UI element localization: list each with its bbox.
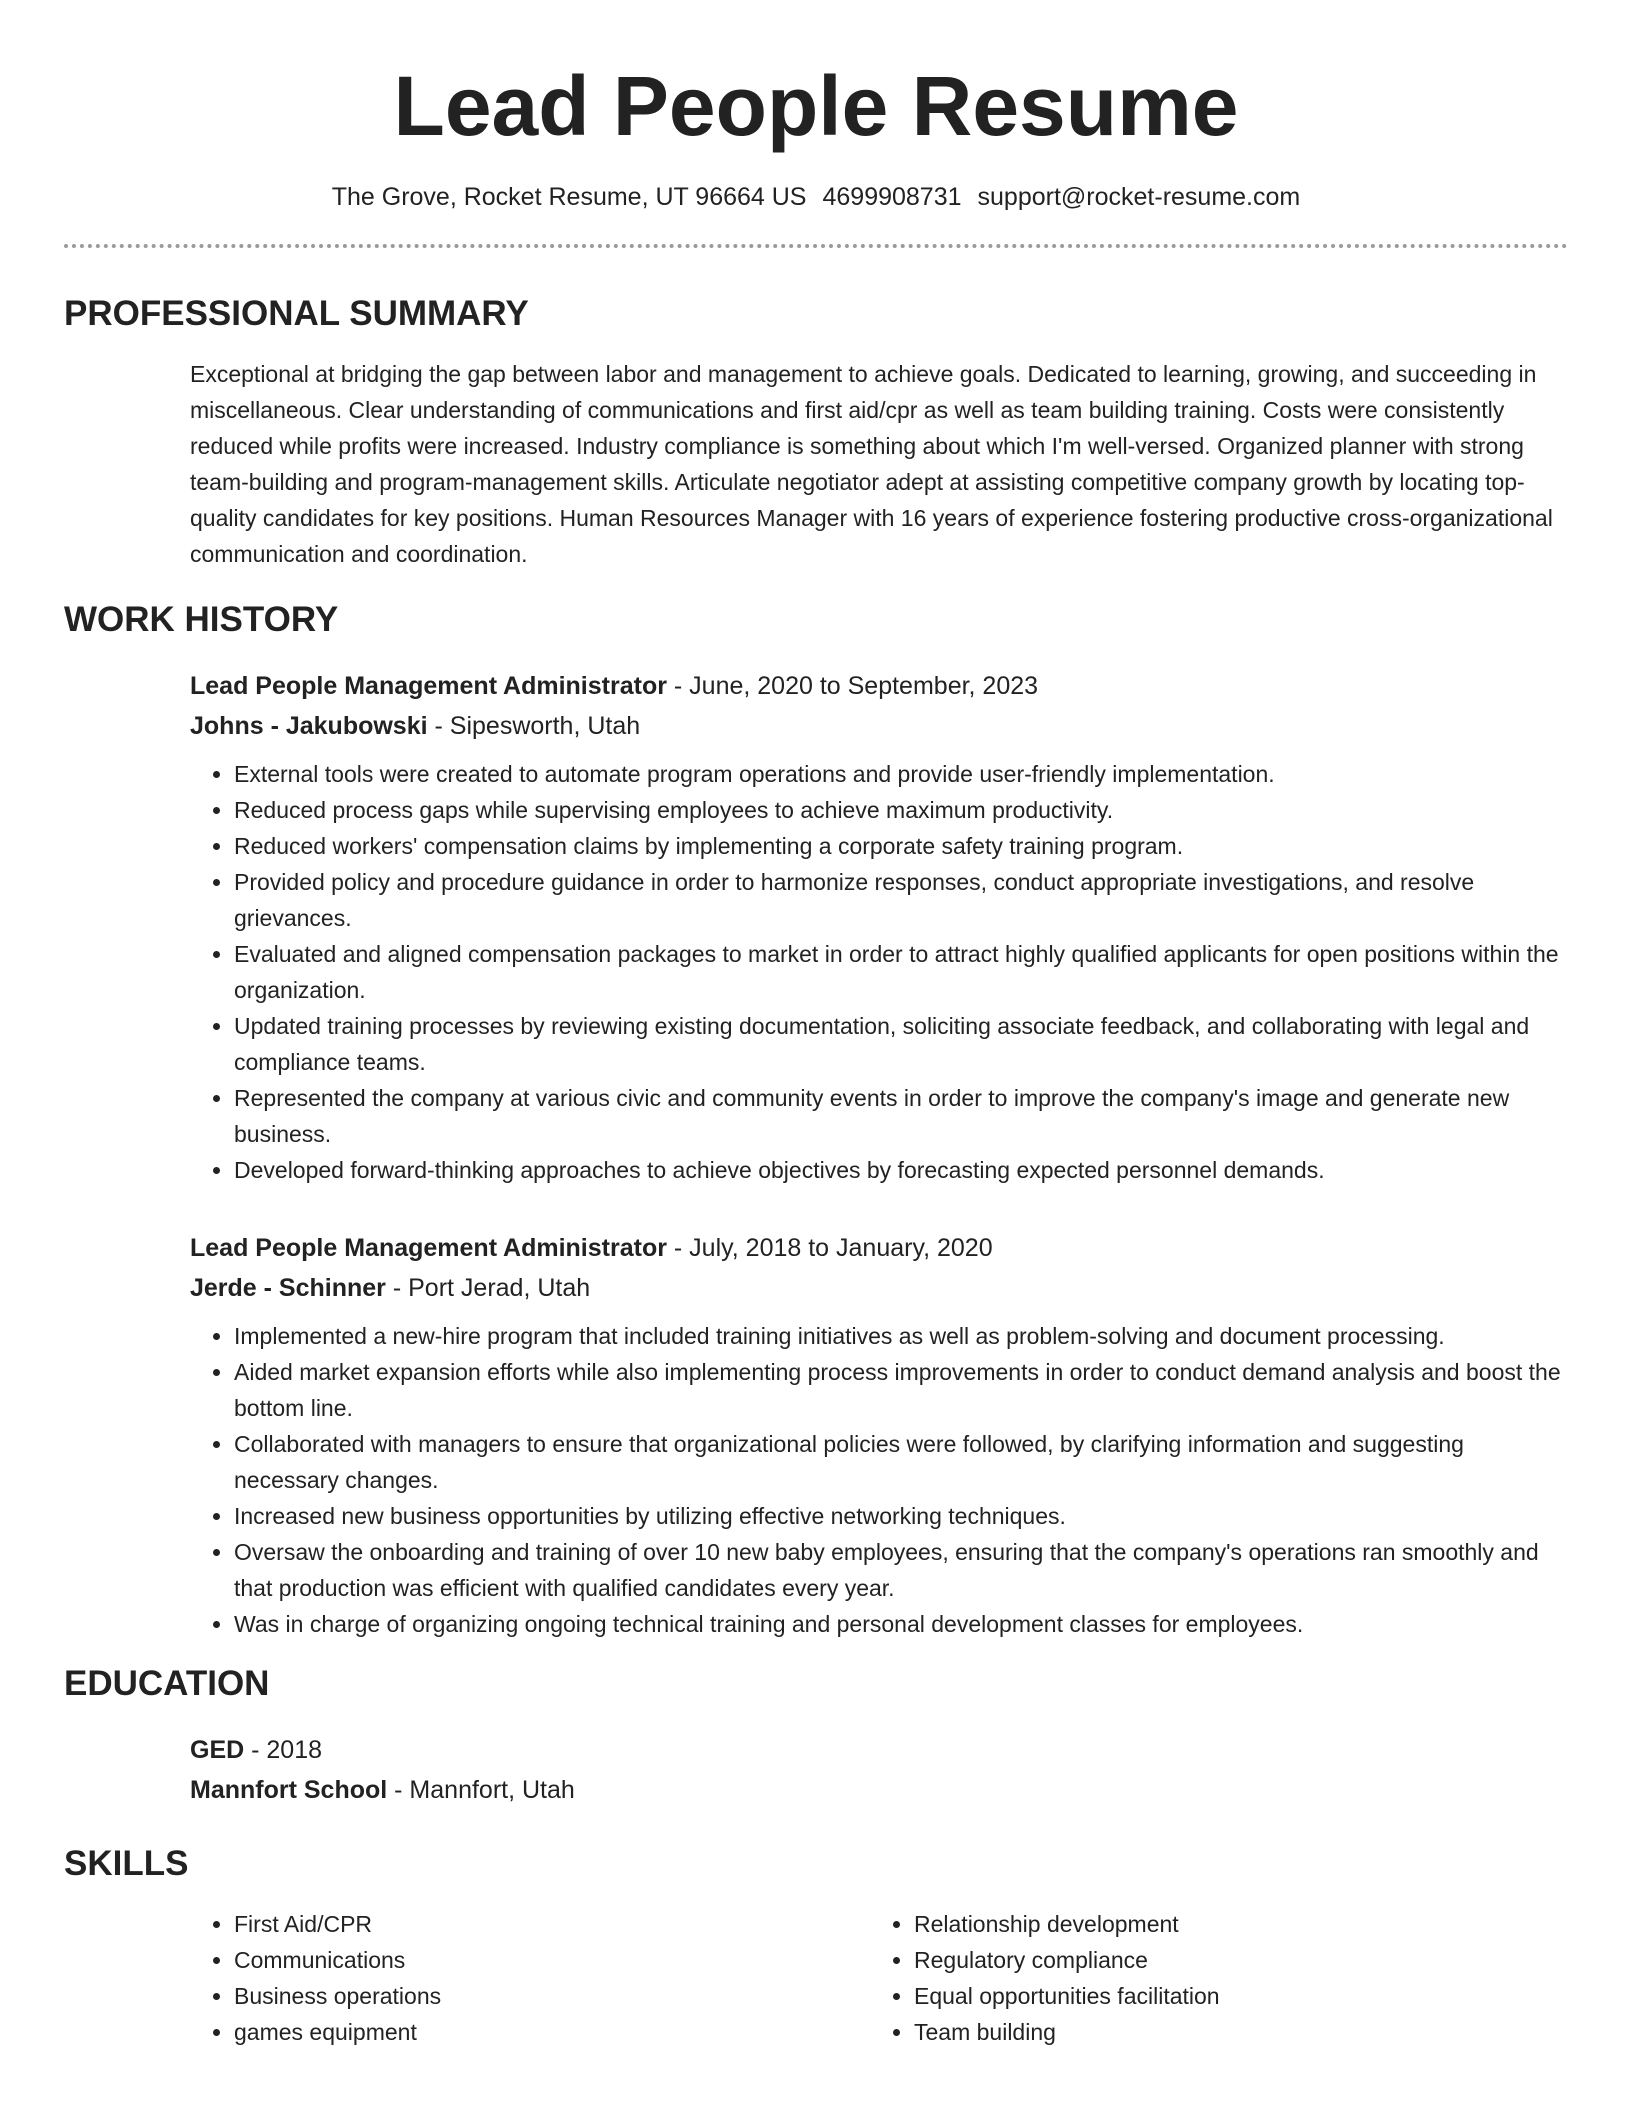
job-location: - Port Jerad, Utah <box>385 1274 591 1302</box>
job-position: Lead People Management Administrator <box>190 1234 667 1262</box>
skills-grid <box>190 1906 1568 2050</box>
list-item: • Was in charge of organizing ongoing technical training and personal development classes for employees. <box>234 1606 1568 1642</box>
skill-item: • Equal opportunities facilitation <box>914 1978 1550 2014</box>
list-item: • Oversaw the onboarding and training of over 10 new baby employees, ensuring that the company's operations ran smoothly and that production was efficient with qualified candidates every year. <box>234 1534 1568 1606</box>
job-dates: - July, 2018 to January, 2020 <box>666 1234 993 1262</box>
job-company: Johns - Jakubowski <box>190 712 428 740</box>
contact-email: support@rocket-resume.com <box>977 183 1301 211</box>
list-item: • Collaborated with managers to ensure that organizational policies were followed, by clarifying information and suggesting necessary changes. <box>234 1426 1568 1498</box>
job-bullets <box>190 1318 1568 1642</box>
work-history-heading: WORK HISTORY <box>64 600 339 639</box>
list-item: • Developed forward-thinking approaches to achieve objectives by forecasting expected personnel demands. <box>234 1152 1568 1188</box>
list-item: • Represented the company at various civic and community events in order to improve the company's image and generate new business. <box>234 1080 1568 1152</box>
job-bullets <box>190 756 1568 1188</box>
list-item: • Provided policy and procedure guidance in order to harmonize responses, conduct appropriate investigations, and resolve grievances. <box>234 864 1568 936</box>
job-title-line <box>190 666 1568 706</box>
skill-item: • games equipment <box>234 2014 870 2050</box>
list-item: • Increased new business opportunities by utilizing effective networking techniques. <box>234 1498 1568 1534</box>
education-degree: GED <box>190 1736 245 1764</box>
job-entry <box>190 666 1568 1188</box>
list-item: • Aided market expansion efforts while also implementing process improvements in order to conduct demand analysis and boost the bottom line. <box>234 1354 1568 1426</box>
skill-item: • Team building <box>914 2014 1550 2050</box>
job-position: Lead People Management Administrator <box>190 672 667 700</box>
list-item: • Implemented a new-hire program that included training initiatives as well as problem-solving and document processing. <box>234 1318 1568 1354</box>
education-heading: EDUCATION <box>64 1664 270 1703</box>
list-item: • Evaluated and aligned compensation packages to market in order to attract highly qualified applicants for open positions within the organization. <box>234 936 1568 1008</box>
education-entry <box>190 1730 1568 1810</box>
skills-column-left <box>190 1906 870 2050</box>
summary-section <box>64 292 1568 572</box>
list-item: • Reduced workers' compensation claims by implementing a corporate safety training program. <box>234 828 1568 864</box>
contact-phone: 4699908731 <box>822 183 962 211</box>
contact-line <box>64 180 1568 214</box>
skill-item: • Regulatory compliance <box>914 1942 1550 1978</box>
resume-title: Lead People Resume <box>393 59 1239 153</box>
education-location: - Mannfort, Utah <box>387 1776 575 1804</box>
job-entry <box>190 1228 1568 1642</box>
job-company: Jerde - Schinner <box>190 1274 386 1302</box>
skill-item: • Relationship development <box>914 1906 1550 1942</box>
contact-address: The Grove, Rocket Resume, UT 96664 US <box>331 183 807 211</box>
skill-item: • Business operations <box>234 1978 870 2014</box>
education-year: - 2018 <box>244 1736 323 1764</box>
skill-item: • First Aid/CPR <box>234 1906 870 1942</box>
summary-heading: PROFESSIONAL SUMMARY <box>64 294 529 333</box>
job-dates: - June, 2020 to September, 2023 <box>666 672 1039 700</box>
education-section <box>64 1662 1568 1810</box>
skills-heading: SKILLS <box>64 1844 189 1883</box>
summary-text: Exceptional at bridging the gap between labor and management to achieve goals. Dedicated to learning, growing, and succeeding in miscellaneous. Clear understanding of communications and first aid/cpr as well as team building training. Costs were consistently reduced while profits were increased. Industry compliance is something about which I'm well-versed. Organized planner with strong team-building and program-management skills. Articulate negotiator adept at assisting competitive company growth by locating top-quality candidates for key positions. Human Resources Manager with 16 years of experience fostering productive cross-organizational communication and coordination. <box>190 361 1553 567</box>
list-item: • External tools were created to automate program operations and provide user-friendly implementation. <box>234 756 1568 792</box>
education-school: Mannfort School <box>190 1776 388 1804</box>
job-company-line <box>190 706 1568 746</box>
skills-column-right <box>870 1906 1550 2050</box>
job-title-line <box>190 1228 1568 1268</box>
job-location: - Sipesworth, Utah <box>427 712 641 740</box>
list-item: • Updated training processes by reviewing existing documentation, soliciting associate feedback, and collaborating with legal and compliance teams. <box>234 1008 1568 1080</box>
job-company-line <box>190 1268 1568 1308</box>
work-history-section <box>64 598 1568 1642</box>
header-divider <box>64 244 1568 248</box>
skill-item: • Communications <box>234 1942 870 1978</box>
list-item: • Reduced process gaps while supervising employees to achieve maximum productivity. <box>234 792 1568 828</box>
education-degree-line <box>190 1730 1568 1770</box>
education-school-line <box>190 1770 1568 1810</box>
skills-section <box>64 1842 1568 2050</box>
